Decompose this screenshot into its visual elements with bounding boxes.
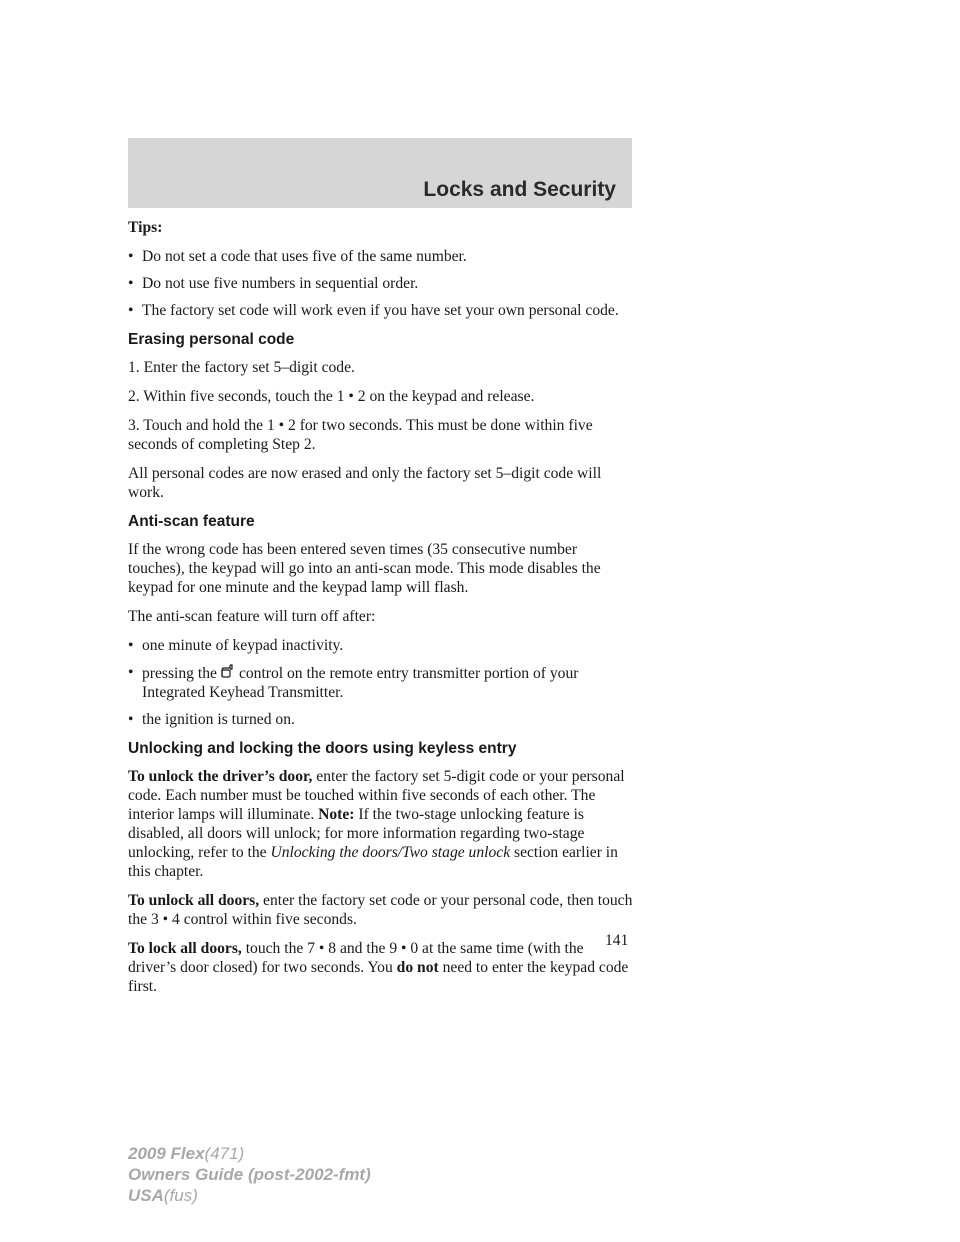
list-item: • one minute of keypad inactivity. — [128, 637, 344, 654]
lock-all-para: To lock all doors, touch the 7 • 8 and the 9 • 0 at the same time (with the driver’s door closed) for two seconds. You do not need to enter the keypad code first. — [128, 940, 629, 995]
antiscan-para-2: The anti-scan feature will turn off after: — [128, 608, 376, 625]
unlocking-heading: Unlocking and locking the doors using keyless entry — [128, 740, 517, 757]
unlock-driver-para: To unlock the driver’s door, enter the factory set 5-digit code or your personal code. Each number must be touched within five seconds of each other. The interior lamps will illuminate. Note: If the two-stage unlocking feature is disabled, all doors will unlock; for more information regarding two-stage unlocking, refer to the Unlocking the doors/Two stage unlock section earlier in this chapter. — [128, 768, 625, 880]
page-content — [128, 218, 634, 1006]
footer-line-3: USA(fus) — [128, 1186, 198, 1205]
page-number: 141 — [605, 932, 629, 949]
antiscan-heading: Anti-scan feature — [128, 513, 255, 530]
list-item: • pressing the control on the remote entry transmitter portion of your Integrated Keyhead Transmitter. — [128, 664, 579, 701]
section-header-band — [128, 138, 632, 208]
bullet-icon: • — [128, 248, 134, 265]
bullet-icon: • — [128, 711, 134, 728]
footer-line-1: 2009 Flex(471) — [128, 1144, 245, 1163]
erasing-heading: Erasing personal code — [128, 331, 295, 348]
document-footer — [128, 1143, 371, 1206]
section-title: Locks and Security — [423, 178, 616, 201]
footer-line-2: Owners Guide (post-2002-fmt) — [128, 1165, 371, 1184]
unlock-all-para: To unlock all doors, enter the factory set code or your personal code, then touch the 3 • 4 control within five seconds. — [128, 892, 633, 928]
antiscan-para-1: If the wrong code has been entered seven times (35 consecutive number touches), the keypad will go into an anti-scan mode. This mode disables the keypad for one minute and the keypad lamp will flash. — [128, 541, 601, 596]
step-1: 1. Enter the factory set 5–digit code. — [128, 359, 355, 376]
bullet-icon: • — [128, 664, 134, 681]
list-item: • The factory set code will work even if you have set your own personal code. — [128, 302, 619, 319]
unlock-remote-icon — [219, 663, 235, 679]
antiscan-list — [128, 636, 634, 729]
step-3: 3. Touch and hold the 1 • 2 for two seconds. This must be done within five seconds of completing Step 2. — [128, 417, 593, 453]
list-item: • Do not use five numbers in sequential order. — [128, 275, 419, 292]
bullet-icon: • — [128, 302, 134, 319]
tips-label: Tips: — [128, 219, 163, 236]
erasing-note: All personal codes are now erased and only the factory set 5–digit code will work. — [128, 465, 602, 501]
bullet-icon: • — [128, 275, 134, 292]
step-2: 2. Within five seconds, touch the 1 • 2 on the keypad and release. — [128, 388, 535, 405]
tips-list — [128, 247, 634, 320]
list-item: • the ignition is turned on. — [128, 711, 295, 728]
bullet-icon: • — [128, 637, 134, 654]
list-item: • Do not set a code that uses five of the same number. — [128, 248, 467, 265]
